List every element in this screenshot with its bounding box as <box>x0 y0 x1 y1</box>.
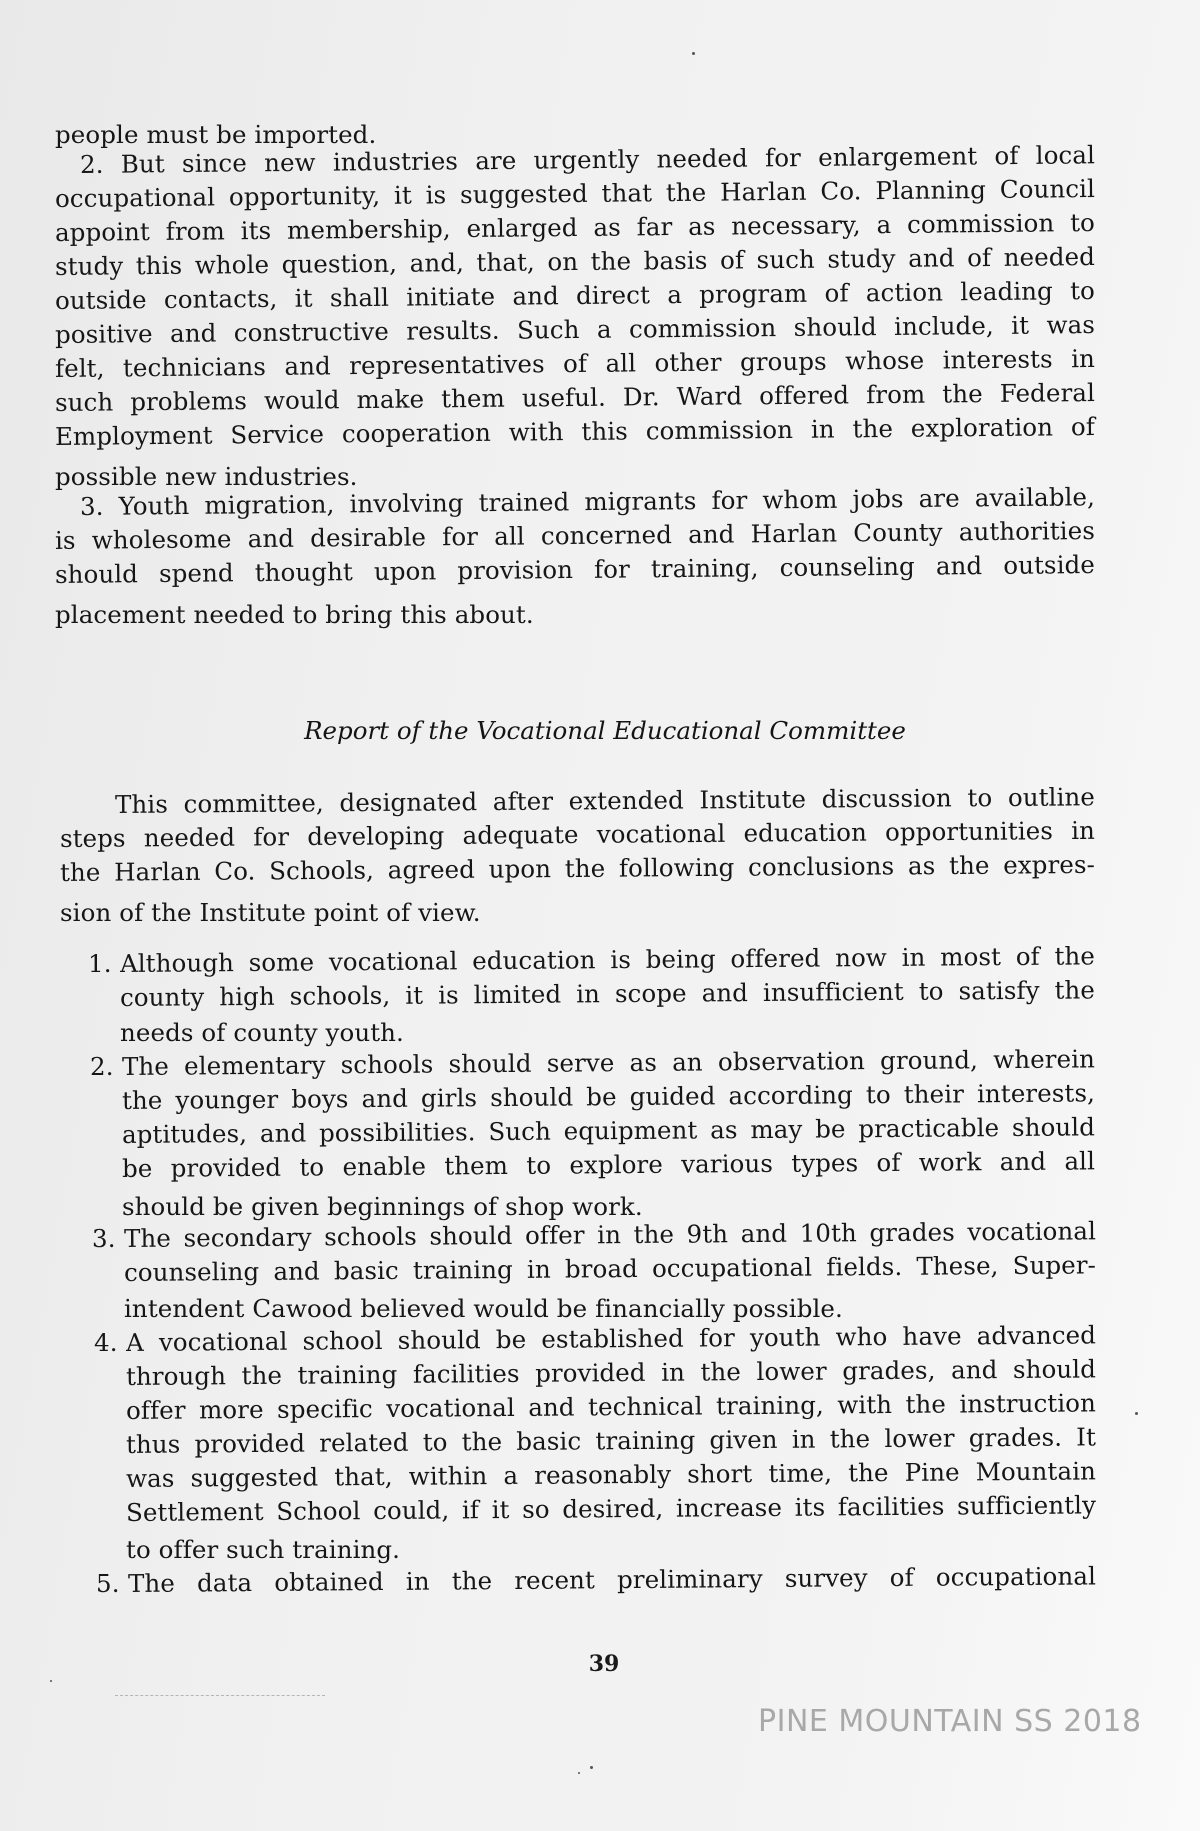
text-line: A vocational school should be established for youth who have advanced <box>125 1320 1097 1357</box>
text-line: to offer such training. <box>126 1535 401 1564</box>
text-line: placement needed to bring this about. <box>55 600 534 629</box>
text-line: aptitudes, and possibilities. Such equipment as may be practicable should <box>121 1112 1096 1149</box>
text-line: is wholesome and desirable for all concerned and Harlan County authorities <box>54 516 1096 555</box>
list-number: 5. <box>96 1569 120 1598</box>
text-line: The data obtained in the recent preliminary survey of occupational <box>127 1561 1097 1598</box>
text-line: Settlement School could, if it so desired, increase its facilities sufficiently <box>125 1490 1097 1527</box>
watermark: PINE MOUNTAIN SS 2018 <box>758 1704 1142 1739</box>
text-line: county high schools, it is limited in scope and insufficient to satisfy the <box>119 975 1096 1012</box>
list-number: 3. <box>92 1224 116 1253</box>
text-line: possible new industries. <box>55 462 358 491</box>
text-line: 3. Youth migration, involving trained migrants for whom jobs are available, <box>79 482 1096 521</box>
text-line: needs of county youth. <box>120 1018 404 1047</box>
text-line: steps needed for developing adequate vocational education opportunities in <box>59 815 1096 853</box>
text-line: This committee, designated after extended Institute discussion to outline <box>114 782 1096 819</box>
text-line: appoint from its membership, enlarged as far as necessary, a commission to <box>54 208 1096 247</box>
text-line: should be given beginnings of shop work. <box>122 1192 643 1221</box>
text-line: offer more specific vocational and technical training, with the instruction <box>125 1388 1097 1425</box>
text-line: 2. But since new industries are urgently needed for enlargement of local <box>79 140 1096 179</box>
text-line: through the training facilities provided in the lower grades, and should <box>125 1354 1097 1391</box>
text-line: felt, technicians and representatives of all other groups whose interests in <box>54 344 1096 383</box>
list-number: 1. <box>88 949 112 978</box>
list-number: 2. <box>90 1052 114 1081</box>
text-line: the Harlan Co. Schools, agreed upon the following conclusions as the expres- <box>59 849 1096 887</box>
text-line: outside contacts, it shall initiate and direct a program of action leading to <box>54 276 1096 315</box>
text-line: such problems would make them useful. Dr. Ward offered from the Federal <box>54 378 1096 417</box>
text-line: The elementary schools should serve as an observation ground, wherein <box>121 1044 1096 1081</box>
text-line: the younger boys and girls should be guided according to their interests, <box>121 1078 1096 1115</box>
text-line: positive and constructive results. Such a commission should include, it was <box>54 310 1096 349</box>
text-line: The secondary schools should offer in the 9th and 10th grades vocational <box>123 1216 1097 1253</box>
text-line: counseling and basic training in broad occupational fields. These, Super- <box>123 1250 1097 1287</box>
scan-speck <box>692 52 695 55</box>
text-line: people must be imported. <box>55 120 377 149</box>
text-line: Employment Service cooperation with this commission in the exploration of <box>54 412 1096 451</box>
text-line: occupational opportunity, it is suggested that the Harlan Co. Planning Council <box>54 174 1096 213</box>
text-line: intendent Cawood believed would be financially possible. <box>124 1294 843 1323</box>
text-line: study this whole question, and, that, on the basis of such study and of needed <box>54 242 1096 281</box>
text-line: should spend thought upon provision for training, counseling and outside <box>54 550 1096 589</box>
list-number: 4. <box>94 1328 118 1357</box>
scan-artifact-line <box>115 1695 325 1696</box>
text-line: Although some vocational education is being offered now in most of the <box>119 941 1096 978</box>
scan-speck <box>50 1680 52 1682</box>
text-line: thus provided related to the basic training given in the lower grades. It <box>125 1422 1097 1459</box>
text-line: sion of the Institute point of view. <box>60 898 481 927</box>
text-line: was suggested that, within a reasonably short time, the Pine Mountain <box>125 1456 1097 1493</box>
scan-speck <box>590 1766 593 1769</box>
page-number: 39 <box>588 1651 620 1677</box>
text-line: be provided to enable them to explore various types of work and all <box>121 1146 1096 1183</box>
scan-speck <box>1135 1412 1138 1415</box>
section-heading: Report of the Vocational Educational Committee <box>304 716 906 745</box>
scan-speck <box>578 1772 580 1774</box>
